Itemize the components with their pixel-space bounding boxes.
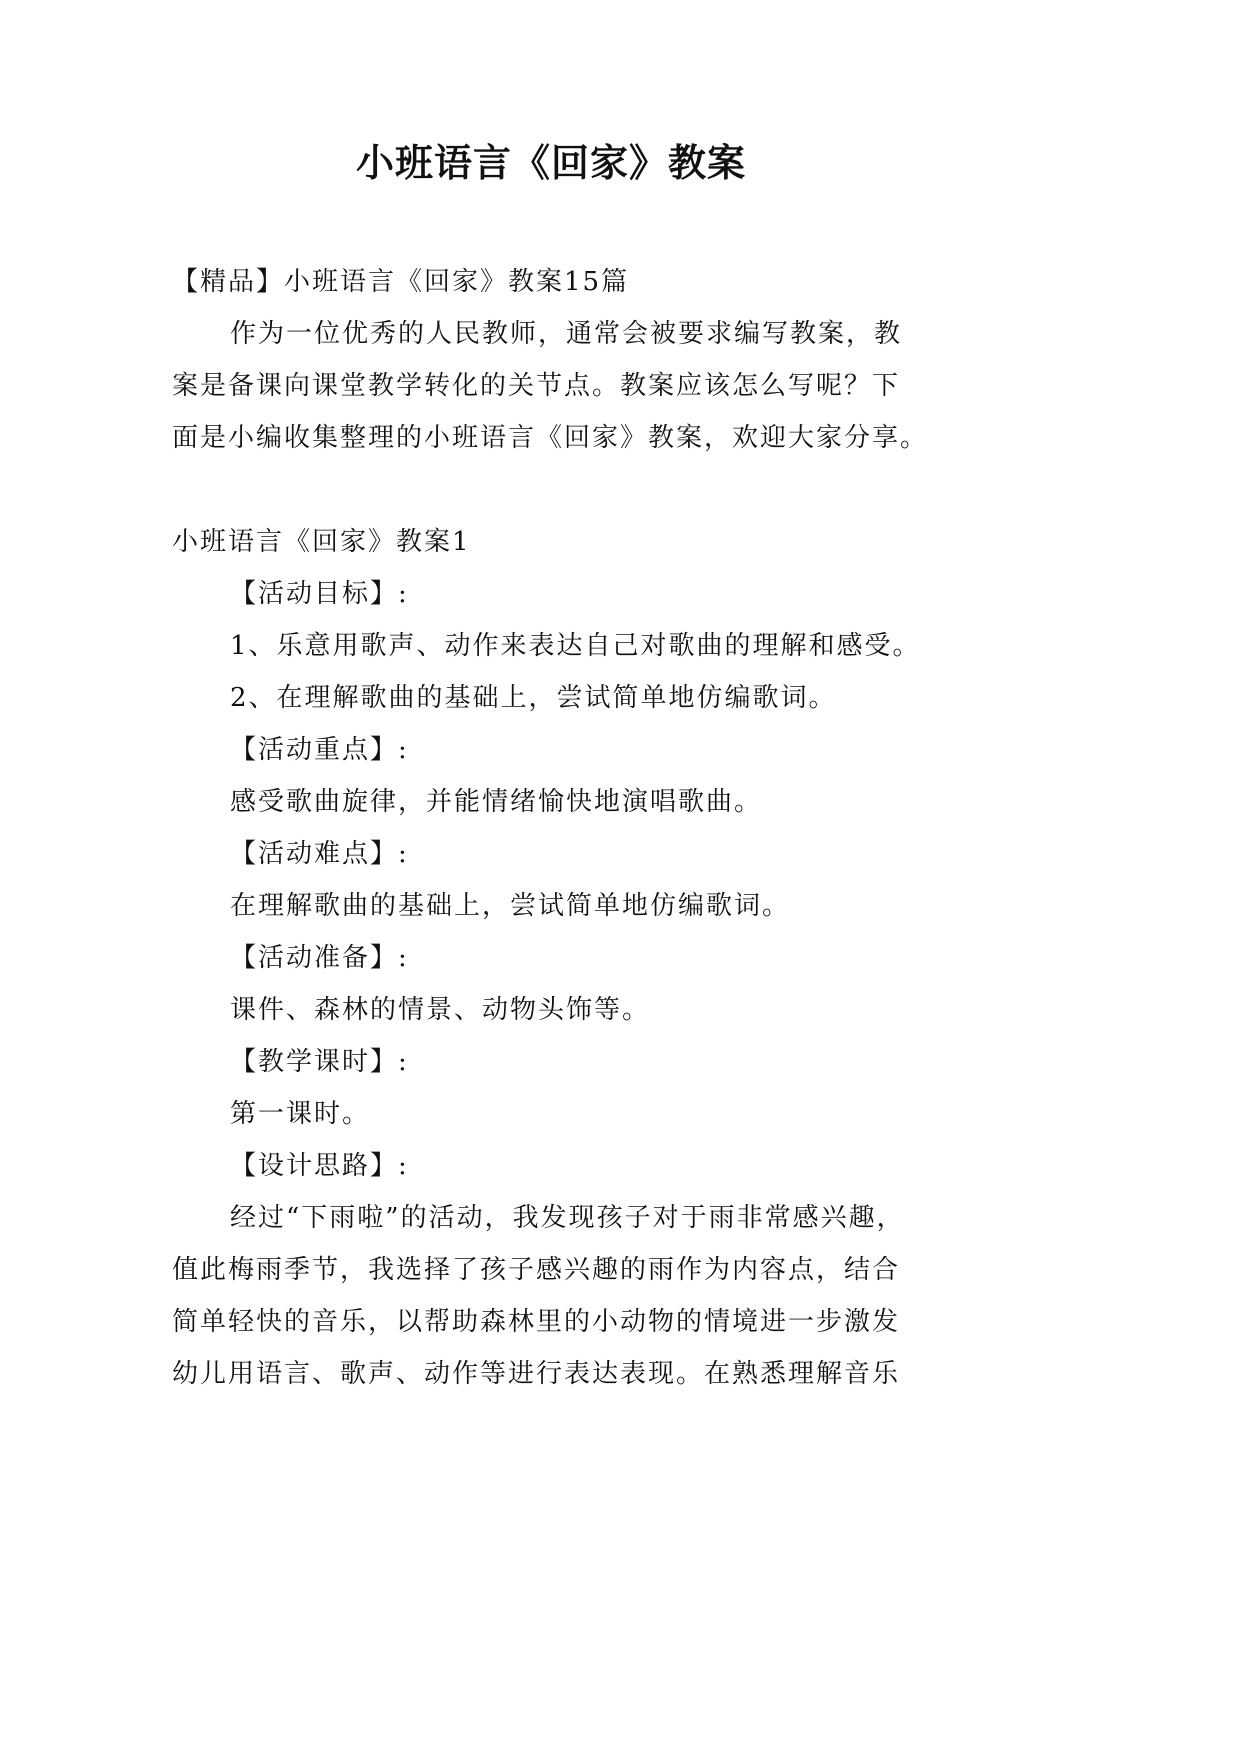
design-heading: 【设计思路】: xyxy=(230,1151,409,1181)
focus-heading: 【活动重点】: xyxy=(230,735,409,765)
section-title: 小班语言《回家》教案1 xyxy=(172,527,471,557)
goal-item-2: 2、在理解歌曲的基础上，尝试简单地仿编歌词。 xyxy=(230,683,837,713)
goals-heading: 【活动目标】: xyxy=(230,579,409,609)
preparation-text: 课件、森林的情景、动物头饰等。 xyxy=(230,995,651,1025)
subtitle: 【精品】小班语言《回家》教案15篇 xyxy=(172,267,630,297)
design-line-2: 值此梅雨季节，我选择了孩子感兴趣的雨作为内容点，结合 xyxy=(172,1255,901,1285)
preparation-heading: 【活动准备】: xyxy=(230,943,409,973)
document-title: 小班语言《回家》教案 xyxy=(355,140,746,185)
intro-line-3: 面是小编收集整理的小班语言《回家》教案，欢迎大家分享。 xyxy=(172,423,929,453)
design-line-4: 幼儿用语言、歌声、动作等进行表达表现。在熟悉理解音乐 xyxy=(172,1359,901,1389)
class-hours-text: 第一课时。 xyxy=(230,1099,371,1129)
design-line-3: 简单轻快的音乐，以帮助森林里的小动物的情境进一步激发 xyxy=(172,1307,901,1337)
intro-line-2: 案是备课向课堂教学转化的关节点。教案应该怎么写呢？下 xyxy=(172,371,901,401)
goal-item-1: 1、乐意用歌声、动作来表达自己对歌曲的理解和感受。 xyxy=(230,631,921,661)
class-hours-heading: 【教学课时】: xyxy=(230,1047,409,1077)
focus-text: 感受歌曲旋律，并能情绪愉快地演唱歌曲。 xyxy=(230,787,763,817)
intro-line-1: 作为一位优秀的人民教师，通常会被要求编写教案，教 xyxy=(230,319,903,349)
difficulty-heading: 【活动难点】: xyxy=(230,839,409,869)
difficulty-text: 在理解歌曲的基础上，尝试简单地仿编歌词。 xyxy=(230,891,791,921)
design-line-1: 经过“下雨啦”的活动，我发现孩子对于雨非常感兴趣， xyxy=(230,1203,905,1233)
